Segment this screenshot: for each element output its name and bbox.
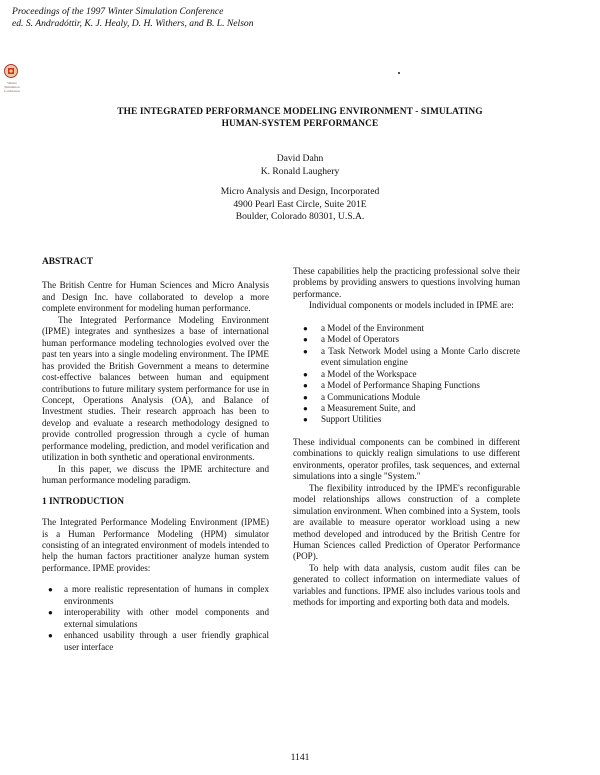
left-column — [42, 257, 269, 653]
body-paragraph: To help with data analysis, custom audit files can be generated to collect information on intermediate values of variables and functions. IPME also includes various tools and methods for importing and exporting both data and models. — [293, 562, 520, 608]
list-item — [303, 391, 520, 403]
list-item-text: Support Utilities — [321, 414, 382, 425]
list-item-text: a Model of the Workspace — [321, 368, 417, 379]
body-paragraph: Individual components or models included in IPME are: — [309, 300, 514, 311]
list-item — [303, 414, 520, 425]
affiliation-line: Micro Analysis and Design, Incorporated — [220, 186, 380, 197]
author-name: David Dahn — [276, 153, 324, 164]
bullet-icon: ● — [48, 585, 53, 595]
intro-paragraph: The Integrated Performance Modeling Environment (IPME) is a Human Performance Modeling (HPM) simulator consisting of an integrated environment of models intended to help the human factors practitioner analyze human system performance. IPME provides: — [42, 517, 269, 573]
affiliation-line: Boulder, Colorado 80301, U.S.A. — [235, 211, 365, 222]
list-item-text: a Model of Performance Shaping Functions — [321, 380, 480, 391]
affiliation-line: 4900 Pearl East Circle, Suite 201E — [233, 198, 367, 210]
list-item — [48, 607, 269, 630]
bullet-icon: ● — [303, 381, 308, 391]
paper-title — [60, 106, 540, 130]
intro-heading: 1 INTRODUCTION — [42, 496, 125, 507]
affiliation — [150, 186, 450, 224]
bullet-icon: ● — [303, 403, 308, 413]
logo-text: Winter Simulation Conference — [3, 81, 21, 93]
list-item — [303, 334, 520, 345]
body-paragraph: The flexibility introduced by the IPME's reconfigurable model relationships allows construction of a complete simulation environment. When combined into a System, tools are available to measure operator workload using a new method developed and introduced by the British Centre for Human Sciences called Prediction of Operator Performance (POP). — [293, 482, 520, 562]
editors-line: ed. S. Andradóttir, K. J. Healy, D. H. Withers, and B. L. Nelson — [12, 18, 254, 29]
list-item-text: a Model of the Environment — [321, 322, 425, 333]
abstract-paragraph: The British Centre for Human Sciences and Micro Analysis and Design Inc. have collaborated to develop a more complete environment for modeling human performance. — [42, 280, 269, 314]
logo-emblem-icon — [3, 63, 19, 81]
components-list — [293, 323, 520, 426]
list-item — [48, 584, 269, 607]
list-item-text: enhanced usability through a user friendly graphical user interface — [64, 630, 269, 652]
conference-logo — [3, 63, 21, 93]
bullet-icon: ● — [303, 415, 308, 425]
title-line-2: HUMAN-SYSTEM PERFORMANCE — [221, 119, 379, 129]
authors — [150, 153, 450, 178]
proceedings-line: Proceedings of the 1997 Winter Simulation Conference — [12, 6, 224, 17]
right-column — [293, 266, 520, 609]
list-item-text: a Task Network Model using a Monte Carlo discrete event simulation engine — [321, 345, 520, 368]
list-item — [48, 630, 269, 653]
abstract-paragraph: The Integrated Performance Modeling Environment (IPME) integrates and synthesizes a base of international human performance modeling technologies evolved over the past ten years into a single modeling environment. The IPME has provided the British Government a means to determine cost-effective balances between human and equipment contributions to future military system performance for use in Concept, Operations Analysis (OA), and Balance of Investment studies. Their research approach has been to develop and evaluate a research methodology designed to provide controlled progression through a cycle of human performance modeling, prediction, and model verification and utilization in both synthetic and operational environments. — [42, 314, 269, 463]
list-item — [303, 368, 520, 380]
bullet-icon: ● — [303, 369, 308, 379]
page-number: 1141 — [290, 752, 310, 763]
list-item — [303, 402, 520, 414]
list-item-text: a Measurement Suite, and — [321, 402, 416, 413]
bullet-icon: ● — [48, 608, 53, 618]
body-paragraph: These individual components can be combined in different combinations to quickly realign simulations to use different environments, operator profiles, task sequences, and external simulations into a single "System." — [293, 436, 520, 482]
list-item — [303, 345, 520, 369]
list-item-text: a Communications Module — [321, 391, 421, 402]
bullet-icon: ● — [48, 631, 53, 641]
intro-bullet-list — [42, 584, 269, 653]
list-item-text: a Model of Operators — [321, 334, 400, 345]
bullet-icon: ● — [303, 335, 308, 345]
abstract-heading: ABSTRACT — [42, 257, 94, 267]
list-item — [303, 322, 520, 334]
list-item-text: interoperability with other model components and external simulations — [64, 607, 269, 629]
title-line-1: THE INTEGRATED PERFORMANCE MODELING ENVIRONMENT - SIMULATING — [117, 107, 483, 117]
list-item-text: a more realistic representation of humans in complex environments — [64, 584, 269, 606]
abstract-paragraph: In this paper, we discuss the IPME architecture and human performance modeling paradigm. — [42, 463, 269, 486]
bullet-icon: ● — [303, 346, 308, 356]
scan-speck — [398, 72, 400, 74]
list-item — [303, 380, 520, 391]
author-name: K. Ronald Laughery — [260, 165, 340, 177]
body-paragraph: These capabilities help the practicing professional solve their problems by providing answers to questions involving human performance. — [293, 266, 520, 299]
bullet-icon: ● — [303, 392, 308, 402]
bullet-icon: ● — [303, 323, 308, 333]
